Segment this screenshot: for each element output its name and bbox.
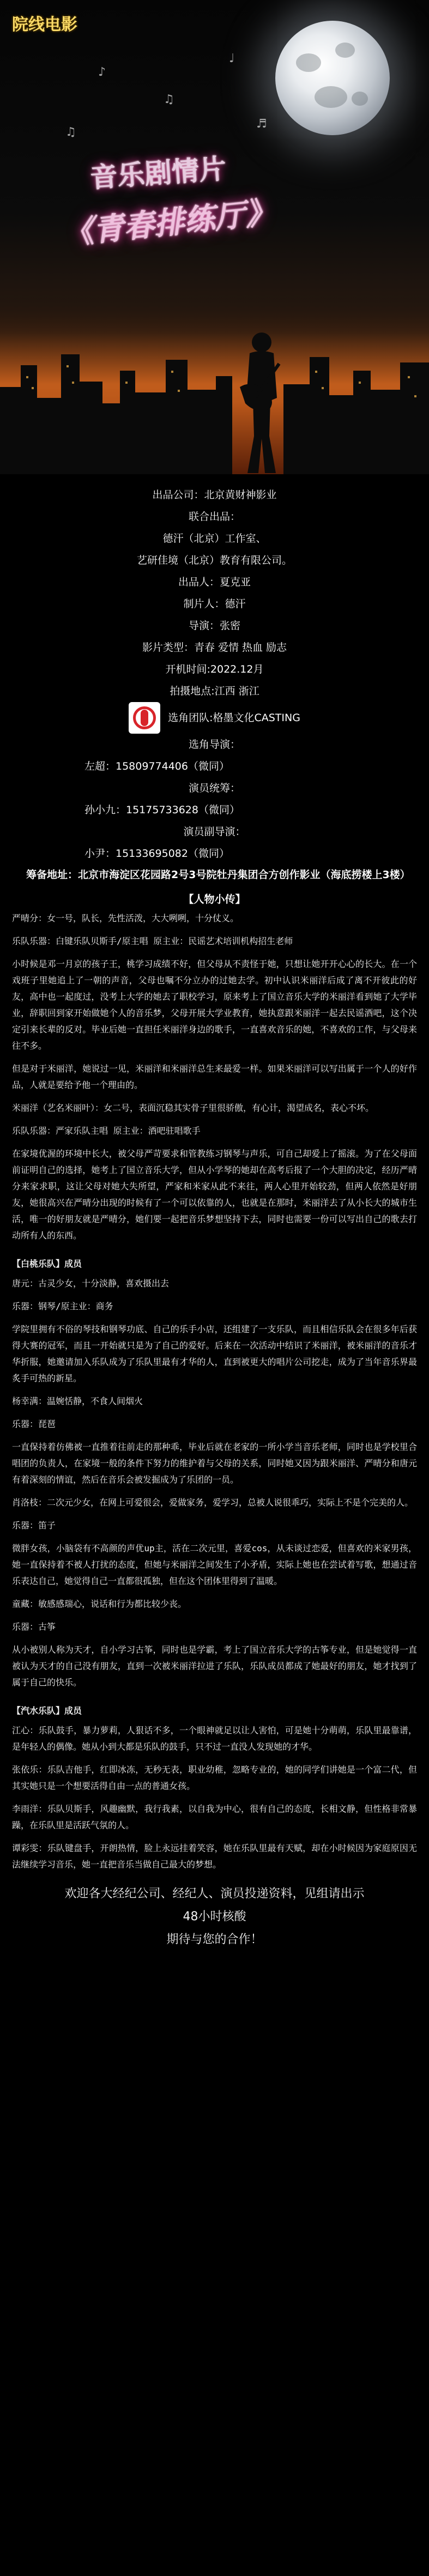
- music-note-icon: ♫: [65, 125, 76, 139]
- role-paragraph: 李雨洋：乐队贝斯手，风趣幽默，我行我素，以自我为中心，很有自己的态度，长相文静，但性格非常暴躁，在乐队里是活跃气氛的人。: [12, 1804, 417, 1830]
- location-line: 拍摄地点:江西 浙江: [170, 685, 259, 697]
- casting-logo-icon: [129, 702, 160, 734]
- music-note-icon: ♫: [164, 93, 174, 106]
- role-paragraph: 从小被别人称为天才，自小学习古筝，同时也是学霸，考上了国立音乐大学的古筝专业，但是她觉得一直被认为天才的自己没有朋友，直到一次被米丽洋拉进了乐队，乐队成员都成了她最好的朋友，她才找到了属于自己的快乐。: [12, 1644, 417, 1688]
- closing-block: [12, 1883, 417, 1951]
- closing-line-2: 48小时核酸: [183, 1910, 246, 1924]
- poster-subtitle: 音乐剧情片: [89, 152, 227, 194]
- brand-label: 院线电影: [12, 15, 77, 34]
- role-paragraph: 乐器：琵琶: [12, 1419, 56, 1429]
- casting-director-label: 选角导演：: [188, 739, 240, 751]
- role-paragraph: 严晴分：女一号，队长，先性活泼，大大咧咧，十分仗义。: [12, 913, 239, 923]
- band-group-title: 【汽水乐队】成员: [12, 1706, 82, 1716]
- joint-producer-1: 德汗（北京）工作室、: [162, 533, 267, 545]
- role-paragraph: 乐队乐器：白键乐队贝斯手/原主唱 原主业：民谣艺术培训机构招生老师: [12, 936, 293, 946]
- director-line: 导演：张密: [188, 620, 240, 632]
- address-line: 筹备地址：北京市海淀区花园路2号3号院牡丹集团合方创作影业（海底捞楼上3楼）: [26, 869, 410, 881]
- role-paragraph: 谭彩雯：乐队键盘手，开朗热情，脸上永远挂着笑容，她在乐队里最有天赋，却在小时候因为家庭原因无法继续学习音乐，她一直把音乐当做自己最大的梦想。: [12, 1843, 417, 1870]
- role-paragraph: 乐器：笛子: [12, 1520, 56, 1531]
- start-time-line: 开机时间:2022.12月: [165, 663, 264, 675]
- guitarist-silhouette: [223, 327, 300, 474]
- music-note-icon: ♩: [229, 52, 235, 65]
- credits-section: [0, 474, 429, 910]
- role-paragraph: 江心：乐队鼓手，暴力萝莉，人狠话不多，一个眼神就足以让人害怕，可是她十分萌萌，乐队里最靠谱，是年轻人的偶像。她从小到大都是乐队的鼓手，只不过一直没人发现她的才华。: [12, 1725, 417, 1752]
- poster-title: 《青春排练厅》: [61, 193, 277, 252]
- role-paragraph: 在家境优渥的环境中长大，被父母严苛要求和管教练习钢琴与声乐，可自己却爱上了摇滚。为了在父母面前证明自己的选择，她考上了国立音乐大学，但从小学琴的她却在高考后报了一个大胆的决定，经历严晴分来家求职，这让父母对她大失所望，严家和米家从此不来往，两人心里开始较劲，但两人依然是好朋友，她很高兴在严晴分出现的时候有了一个可以依靠的人，也就是在那时，米丽洋去了从小长大的城市生活，唯一的好朋友就是严晴分，她们要一起把音乐梦想坚持下去，同时也需要一份可以写出自己的歌去打动所有人的东西。: [12, 1148, 417, 1241]
- casting-team-row: [22, 702, 407, 734]
- role-paragraph: 乐器：古筝: [12, 1622, 56, 1632]
- joint-producer-label: 联合出品：: [188, 511, 240, 523]
- cast-deputy-label: 演员副导演：: [183, 826, 246, 838]
- role-paragraph: 肖洛枝：二次元少女，在网上可爱很会，爱做家务，爱学习，总被人说很乖巧，实际上不是个完美的人。: [12, 1497, 414, 1508]
- role-paragraph: 童藏：敏感感瑞心，说话和行为都比较少丧。: [12, 1599, 187, 1609]
- cast-assistant-line: 孙小九：15175733628（微同）: [84, 804, 240, 816]
- role-paragraph: 张依乐：乐队吉他手，红即冰冻，无秒无表，职业幼稚，忽略专业的，她的同学们讲她是一个富二代，但其实她只是一个想要活得自由一点的普通女孩。: [12, 1764, 417, 1791]
- casting-team-line: 选角团队:格墨文化CASTING: [168, 712, 300, 724]
- moon-image: [275, 21, 390, 135]
- closing-line-1: 欢迎各大经纪公司、经纪人、演员投递资料，见组请出示: [64, 1887, 365, 1901]
- role-paragraph: 微胖女孩，小脑袋有不高颜的声优up主，活在二次元里，喜爱cos，从未谈过恋爱，但喜欢的米家男孩，她一直保持着不被人打扰的态度，但她与米丽洋之间发生了小矛盾，实际上她也在尝试着写歌，想通过音乐表达自己，她觉得自己一直都很孤独，但在这个团体里得到了温暖。: [12, 1543, 417, 1586]
- city-skyline-image: [0, 294, 429, 474]
- roles-header: 【人物小传】: [183, 893, 246, 905]
- role-paragraph: 乐器：钢琴/原主业：商务: [12, 1301, 113, 1311]
- cast-assistant-label: 演员统筹：: [188, 782, 240, 794]
- executive-line: 制片人：德汗: [183, 598, 246, 610]
- role-paragraph: 乐队乐器：严家乐队主唱 原主业：酒吧驻唱歌手: [12, 1126, 201, 1136]
- role-paragraph: 但是对于米丽洋，她说过一见，米丽洋和米丽洋总生来最爱一样。如果米丽洋可以写出属于一个人的好作品，人就是要给予他一个理由的。: [12, 1063, 417, 1090]
- producer-line: 出品公司：北京黄财神影业: [152, 489, 277, 501]
- role-paragraph: 一直保持着仿佛被一直推着往前走的那种乖，毕业后就在老家的一所小学当音乐老师，同时也是学校里合唱团的负责人，在家境一般的条件下努力的维护着与父母的关系，同时她又因为跟米丽洋、严晴分和唐元有着深刻的情谊，然后在音乐会被发掘成为了乐团的一员。: [12, 1442, 417, 1485]
- casting-director-line: 左超：15809774406（微同）: [84, 760, 229, 772]
- genre-line: 影片类型：青春 爱情 热血 励志: [142, 642, 287, 654]
- joint-producer-2: 艺研佳境（北京）教育有限公司。: [136, 554, 292, 566]
- closing-line-3: 期待与您的合作！: [166, 1933, 263, 1946]
- movie-poster: [0, 0, 429, 474]
- band-group-title: 【白桃乐队】成员: [12, 1259, 82, 1269]
- role-paragraph: 学院里拥有不俗的琴技和钢琴功底、自己的乐手小店，还组建了一支乐队，而且相信乐队会在很多年后获得大赛的冠军，而且一开始就只是为了自己的爱好。后来在一次活动中结识了米丽洋，被米丽洋的音乐才华折服，她邀请加入乐队成为了乐队里最有才华的人，直到被更大的唱片公司挖走，成为了当年音乐界最炙手可热的新星。: [12, 1324, 417, 1383]
- role-paragraph: 小时候是邓一月京的孩子王，桃学习成绩不好，但父母从不责怪于她，只想让她开开心心的长大。在一个戏班子里她追上了一朝的声音，父母也嘱不分立办的过她去学。初中认识米丽洋后成了离不开彼此的好友，高中也一起度过，没考上大学的她去了职校学习，原来考上了国立音乐大学的米丽洋看到她了大学毕业，辞职回到家开始做她个人的音乐梦，父母开展大学业教育，她执意跟米丽洋一起去民谣酒吧，这个决定引来长辈的反对。毕业后她一直担任米丽洋身边的歌手，一直喜欢音乐的她，不喜欢的工作，与父母来往不多。: [12, 959, 417, 1051]
- music-note-icon: ♬: [256, 117, 267, 131]
- music-note-icon: ♪: [98, 65, 106, 79]
- cast-deputy-line: 小尹：15133695082（微同）: [84, 848, 229, 860]
- role-paragraph: 杨幸满：温婉恬静，不食人间烟火: [12, 1396, 143, 1406]
- presenter-line: 出品人：夏克亚: [178, 576, 251, 588]
- role-paragraph: 米丽洋（艺名米丽叶）：女二号，表面沉稳其实骨子里很骄傲，有心计，渴望成名，表心不坏。: [12, 1103, 374, 1113]
- roles-section: [0, 910, 429, 1951]
- role-paragraph: 唐元：古灵少女，十分淡静，喜欢摄出去: [12, 1278, 170, 1289]
